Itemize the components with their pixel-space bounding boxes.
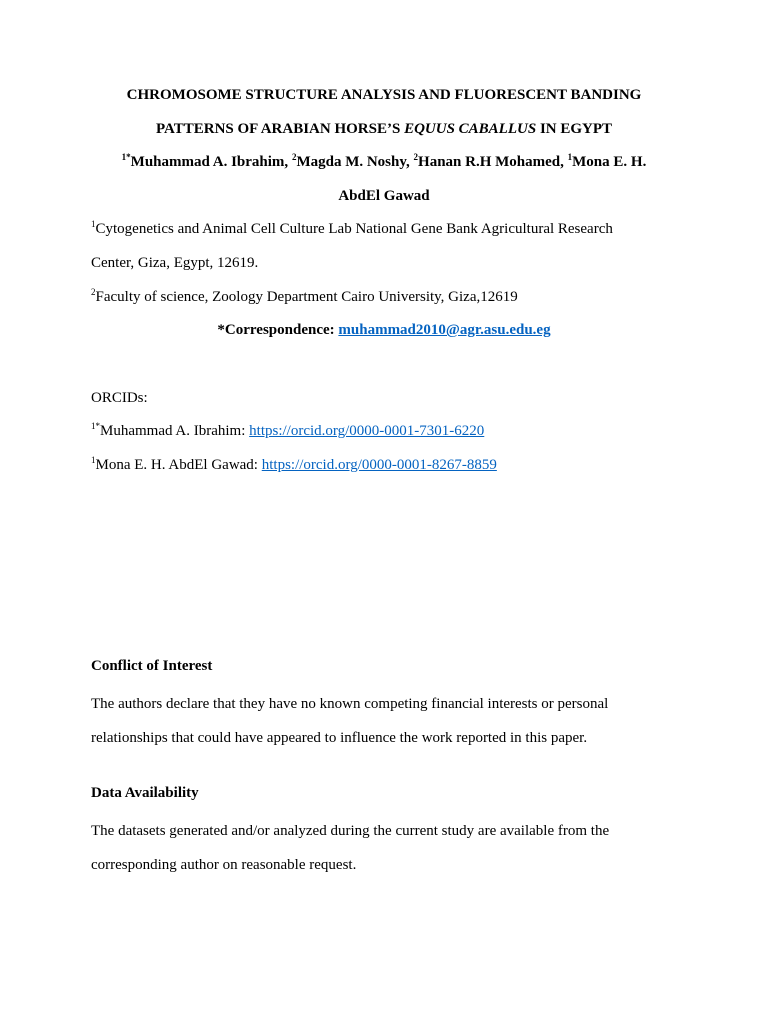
- orcid-2-link[interactable]: https://orcid.org/0000-0001-8267-8859: [261, 457, 497, 473]
- affiliation-1-text-continued: Center, Giza, Egypt, 12619.: [91, 255, 259, 271]
- orcids-heading: [91, 389, 148, 407]
- data-availability-paragraph-line-1: [91, 822, 609, 840]
- author-2-name: Magda M. Noshy,: [296, 154, 414, 170]
- data-availability-text-2: corresponding author on reasonable request.: [91, 857, 357, 873]
- orcid-2-name: Mona E. H. AbdEl Gawad:: [95, 457, 262, 473]
- author-4-name: Mona E. H.: [572, 154, 647, 170]
- species-name: EQUUS CABALLUS: [404, 121, 537, 137]
- affiliation-1-text: Cytogenetics and Animal Cell Culture Lab National Gene Bank Agricultural Research: [95, 221, 613, 237]
- author-3-affiliation-mark: 2: [413, 152, 419, 162]
- data-availability-heading: [91, 784, 199, 802]
- author-list-continued: [0, 187, 768, 205]
- author-4-name-continued: AbdEl Gawad: [338, 188, 430, 204]
- paper-title-line-1: [0, 86, 768, 104]
- affiliation-1-mark: 1: [91, 219, 96, 229]
- orcid-entry: [91, 456, 497, 474]
- orcid-1-name: Muhammad A. Ibrahim:: [100, 423, 250, 439]
- paper-title-text-2b: IN EGYPT: [536, 121, 613, 137]
- orcid-2-mark: 1: [91, 455, 96, 465]
- conflict-text-1: The authors declare that they have no known competing financial interests or personal: [91, 696, 609, 712]
- orcid-1-mark: 1*: [91, 421, 100, 431]
- orcids-heading-text: ORCIDs:: [91, 390, 148, 406]
- author-2-affiliation-mark: 2: [291, 152, 297, 162]
- affiliation-1: [91, 220, 613, 238]
- author-3-name: Hanan R.H Mohamed,: [418, 154, 568, 170]
- affiliation-1-continued: [91, 254, 258, 272]
- affiliation-2: [91, 288, 518, 306]
- correspondence-email-link[interactable]: muhammad2010@agr.asu.edu.eg: [338, 322, 551, 338]
- affiliation-2-text: Faculty of science, Zoology Department Cairo University, Giza,12619: [95, 289, 518, 305]
- paper-title-line-2: [0, 120, 768, 138]
- correspondence: [0, 321, 768, 339]
- author-1-affiliation-mark: 1*: [121, 152, 131, 162]
- affiliation-2-mark: 2: [91, 287, 96, 297]
- orcid-1-link[interactable]: https://orcid.org/0000-0001-7301-6220: [249, 423, 485, 439]
- conflict-paragraph-line-2: [91, 729, 587, 747]
- conflict-heading-text: Conflict of Interest: [91, 658, 213, 674]
- data-availability-text-1: The datasets generated and/or analyzed during the current study are available from the: [91, 823, 610, 839]
- conflict-heading: [91, 657, 212, 675]
- data-availability-heading-text: Data Availability: [91, 785, 199, 801]
- author-list: [0, 153, 768, 171]
- data-availability-paragraph-line-2: [91, 856, 356, 874]
- correspondence-label: *Correspondence:: [217, 322, 339, 338]
- conflict-text-2: relationships that could have appeared to influence the work reported in this paper.: [91, 730, 588, 746]
- author-1-name: Muhammad A. Ibrahim,: [130, 154, 292, 170]
- paper-title-text-2a: PATTERNS OF ARABIAN HORSE’S: [155, 121, 405, 137]
- orcid-entry: [91, 422, 484, 440]
- author-4-affiliation-mark: 1: [567, 152, 573, 162]
- conflict-paragraph-line-1: [91, 695, 608, 713]
- paper-title-text-1: CHROMOSOME STRUCTURE ANALYSIS AND FLUORESCENT BANDING: [126, 87, 642, 103]
